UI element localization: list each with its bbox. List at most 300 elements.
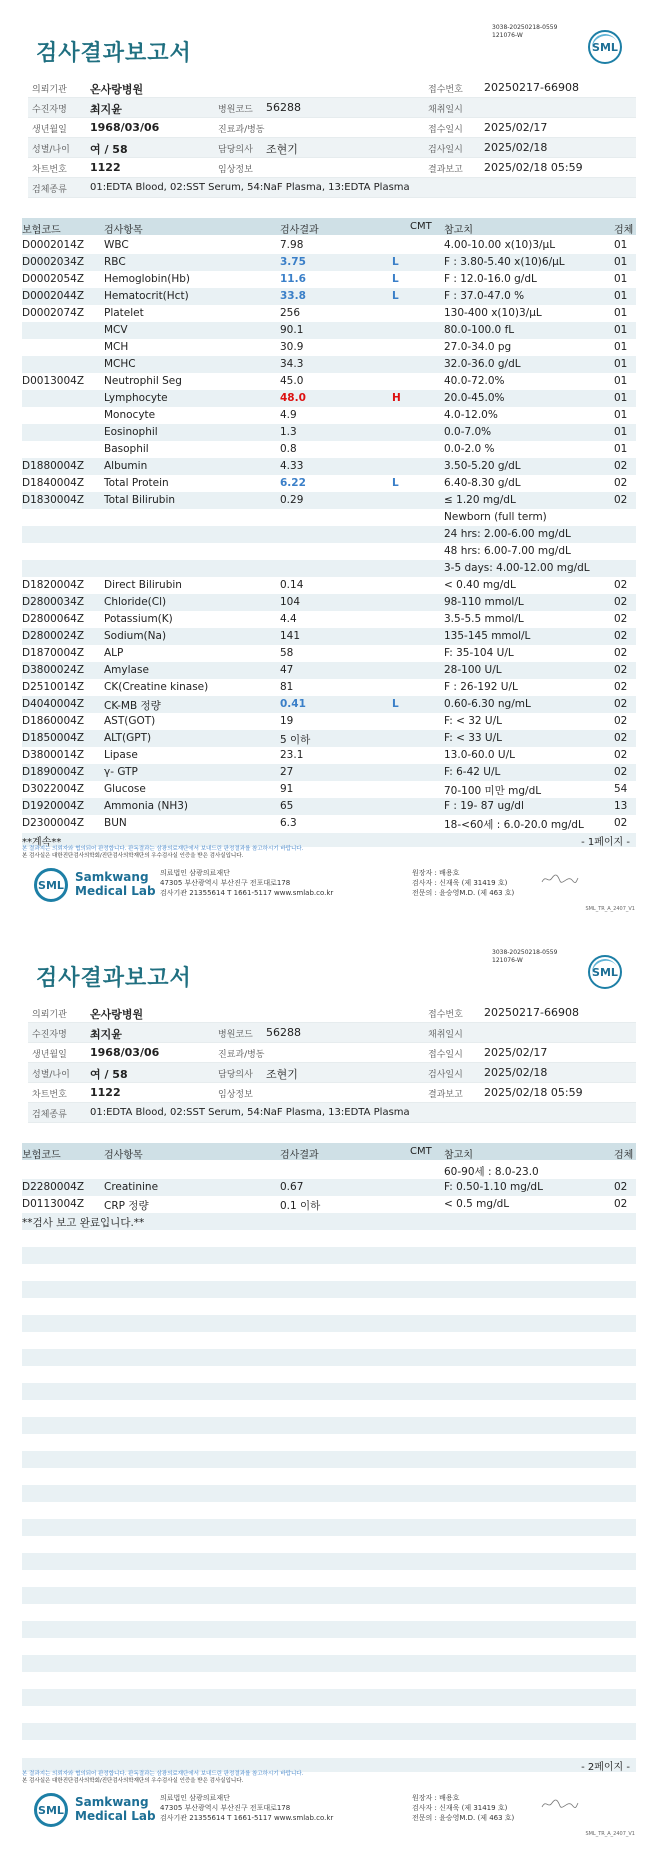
reference-range: F : 26-192 U/L [444,681,518,693]
table-row [22,458,636,475]
document-id [492,24,557,40]
lab-name-line2: Medical Lab [75,1809,156,1823]
test-result: 65 [280,800,294,812]
insurance-code: D2280004Z [22,1181,85,1193]
test-result: 3.75 [280,256,306,268]
test-result: 47 [280,664,294,676]
label-receipt-no: 접수번호 [428,1010,463,1020]
results-table-page2 [22,1162,636,1213]
reference-range: 24 hrs: 2.00-6.00 mg/dL [444,528,571,540]
reference-range: 98-110 mmol/L [444,596,524,608]
test-item: Creatinine [104,1181,159,1193]
document-id-line1: 3038-20250218-0559 [492,949,558,956]
test-result: 30.9 [280,341,304,353]
specimen-code: 54 [614,783,628,795]
insurance-code: D0013004Z [22,375,85,387]
table-row [22,747,636,764]
header-item: 검사항목 [104,225,143,236]
reference-range: 130-400 x(10)3/μL [444,307,542,319]
specimen-code: 02 [614,613,628,625]
table-row [22,730,636,747]
table-row [22,628,636,645]
label-clinical-info: 임상정보 [218,165,253,175]
table-row [22,594,636,611]
patient-info [28,1003,636,1123]
table-row [22,373,636,390]
document-id-line1: 3038-20250218-0559 [492,24,558,31]
test-item: AST(GOT) [104,715,156,727]
test-item: Neutrophil Seg [104,375,182,387]
test-result: 34.3 [280,358,304,370]
test-item: RBC [104,256,126,268]
test-item: CK-MB 정량 [104,700,161,712]
reference-range: < 0.40 mg/dL [444,579,516,591]
form-code: SML_TR_A_2407_V1 [585,906,635,912]
specimen-code: 01 [614,290,628,302]
test-item: Sodium(Na) [104,630,167,642]
label-collect-date: 채취일시 [428,1030,463,1040]
footer-lab-name [75,1795,156,1823]
document-id-line2: 121076-W [492,32,523,39]
insurance-code: D2300004Z [22,817,85,829]
report-footer-2 [0,1787,655,1847]
label-chart-no: 차트번호 [32,1090,67,1100]
test-result: 0.14 [280,579,304,591]
table-row [22,237,636,254]
test-date-value: 2025/02/18 [484,141,548,154]
document-id [492,949,557,965]
hospital-code-value: 56288 [266,1026,301,1039]
test-result: 0.41 [280,698,306,710]
test-item: WBC [104,239,129,251]
footer-address [160,868,333,898]
table-row [22,254,636,271]
table-row [22,1162,636,1179]
reference-range: 3.5-5.5 mmol/L [444,613,524,625]
empty-row [22,1281,636,1298]
label-sex-age: 성별/나이 [32,1070,70,1080]
specimen-code: 01 [614,307,628,319]
insurance-code: D1840004Z [22,477,85,489]
reference-range: F: 6-42 U/L [444,766,501,778]
result-flag: H [392,392,401,404]
footer-logo-text: SML [38,1803,64,1817]
receipt-date-value: 2025/02/17 [484,121,548,134]
continued-bar [22,833,636,847]
footer-lab-name [75,870,156,898]
institution-value: 온사랑병원 [90,83,144,96]
table-row [22,764,636,781]
patient-info [28,78,636,198]
table-row [22,1179,636,1196]
footer-org: 의료법인 삼광의료재단 [160,869,230,877]
patient-name-value: 최지윤 [90,1028,122,1041]
footer-address [160,1793,333,1823]
reference-range: 6.40-8.30 g/dL [444,477,521,489]
hospital-code-value: 56288 [266,101,301,114]
reference-range: 48 hrs: 6.00-7.00 mg/dL [444,545,571,557]
table-row [22,560,636,577]
specimen-code: 02 [614,749,628,761]
report-complete-text: **검사 보고 완료입니다.** [22,1217,145,1229]
label-test-date: 검사일시 [428,145,463,155]
footer-logo-text: SML [38,878,64,892]
empty-row [22,1621,636,1638]
reference-range: 0.0-2.0 % [444,443,495,455]
empty-row [22,1655,636,1672]
note-line-2: 본 검사실은 대한진단검사의학회/진단검사의학재단의 우수검사실 인증을 받은 검사실입니다. [22,853,244,859]
reference-range: 28-100 U/L [444,664,502,676]
specimen-value: 01:EDTA Blood, 02:SST Serum, 54:NaF Plasma, 13:EDTA Plasma [90,1107,410,1118]
test-result: 58 [280,647,294,659]
table-row [22,543,636,560]
footer-specialist: 전문의 : 윤승영M.D. (제 463 호) [412,889,515,897]
label-report-date: 결과보고 [428,165,463,175]
test-item: Basophil [104,443,149,455]
empty-row [22,1383,636,1400]
reference-range: ≤ 1.20 mg/dL [444,494,516,506]
test-item: ALP [104,647,124,659]
test-result: 6.22 [280,477,306,489]
empty-row [22,1247,636,1264]
header-cmt: CMT [410,221,432,232]
empty-row [22,1315,636,1332]
footer-examiner: 검사자 : 신재욱 (제 31419 호) [412,1804,508,1812]
reference-range: 3-5 days: 4.00-12.00 mg/dL [444,562,590,574]
test-item: γ- GTP [104,766,138,778]
table-row [22,611,636,628]
note-line-1: 본 결과지는 의뢰자와 협의되어 판정합니다. 판독결과는 삼광의료재단에서 보내드린 판정결과를 참고하시기 바랍니다. [22,1771,304,1777]
document-id-line2: 121076-W [492,957,523,964]
table-row [22,1196,636,1213]
specimen-code: 01 [614,341,628,353]
test-item: Hematocrit(Hct) [104,290,189,302]
specimen-code: 02 [614,477,628,489]
footer-signatories [412,868,514,898]
empty-row [22,1519,636,1536]
form-code: SML_TR_A_2407_V1 [585,1831,635,1837]
specimen-code: 02 [614,1181,628,1193]
report-page-2 [0,925,655,1850]
reference-range: 80.0-100.0 fL [444,324,515,336]
test-result: 81 [280,681,294,693]
test-result: 0.29 [280,494,304,506]
table-row [22,781,636,798]
doctor-value: 조현기 [266,1068,298,1081]
birth-value: 1968/03/06 [90,121,160,134]
test-result: 33.8 [280,290,306,302]
reference-range: 70-100 미만 mg/dL [444,785,542,797]
reference-range: F: < 32 U/L [444,715,503,727]
test-result: 104 [280,596,301,608]
label-doctor: 담당의사 [218,1070,253,1080]
test-item: Total Bilirubin [104,494,176,506]
header-specimen: 검체 [614,225,634,236]
footer-contact: 검사기관 21355614 T 1661-5117 www.smlab.co.kr [160,889,334,897]
reference-range: 32.0-36.0 g/dL [444,358,521,370]
insurance-code: D1860004Z [22,715,85,727]
test-result: 45.0 [280,375,304,387]
footer-org: 의료법인 삼광의료재단 [160,1794,230,1802]
insurance-code: D1870004Z [22,647,85,659]
insurance-code: D0002044Z [22,290,85,302]
reference-range: F : 12.0-16.0 g/dL [444,273,537,285]
reference-range: 0.60-6.30 ng/mL [444,698,531,710]
report-date-value: 2025/02/18 05:59 [484,1086,583,1099]
insurance-code: D0002054Z [22,273,85,285]
insurance-code: D3022004Z [22,783,85,795]
page-number-bar [22,1758,636,1772]
result-flag: L [392,273,399,285]
label-patient-name: 수진자명 [32,105,67,115]
insurance-code: D3800024Z [22,664,85,676]
label-clinical-info: 임상정보 [218,1090,253,1100]
label-hospital-code: 병원코드 [218,105,253,115]
footer-signatories [412,1793,514,1823]
specimen-code: 02 [614,647,628,659]
table-row [22,492,636,509]
table-row [22,577,636,594]
sex-age-value: 여 / 58 [90,1068,128,1081]
empty-row [22,1553,636,1570]
test-result: 1.3 [280,426,297,438]
institution-value: 온사랑병원 [90,1008,144,1021]
test-item: Total Protein [104,477,169,489]
reference-range: F : 37.0-47.0 % [444,290,525,302]
empty-row [22,1349,636,1366]
footer-sml-logo [34,868,68,902]
continued-text: **계속** [22,837,62,848]
receipt-date-value: 2025/02/17 [484,1046,548,1059]
table-row [22,407,636,424]
footer-sml-logo [34,1793,68,1827]
label-receipt-date: 접수일시 [428,1050,463,1060]
footer-director: 원장자 : 배용호 [412,1794,460,1802]
table-row [22,815,636,832]
test-item: ALT(GPT) [104,732,152,744]
specimen-code: 02 [614,681,628,693]
test-result: 23.1 [280,749,304,761]
report-notes-1 [22,846,303,860]
footer-address-line: 47305 부산광역시 부산진구 전포대로178 [160,1804,291,1812]
specimen-code: 02 [614,579,628,591]
label-dept: 진료과/병동 [218,1050,265,1060]
reference-range: F : 19- 87 ug/dl [444,800,524,812]
insurance-code: D2800064Z [22,613,85,625]
table-row [22,713,636,730]
table-row [22,288,636,305]
table-row [22,322,636,339]
specimen-code: 02 [614,494,628,506]
reference-range: 20.0-45.0% [444,392,505,404]
test-result: 256 [280,307,301,319]
test-item: CRP 정량 [104,1200,149,1212]
page-number-2: - 2페이지 - [581,1762,630,1773]
results-table-header [22,1143,636,1160]
specimen-code: 01 [614,324,628,336]
test-result: 48.0 [280,392,306,404]
report-date-value: 2025/02/18 05:59 [484,161,583,174]
specimen-code: 02 [614,664,628,676]
header-specimen: 검체 [614,1150,634,1161]
table-row [22,441,636,458]
reference-range: 18-<60세 : 6.0-20.0 mg/dL [444,819,584,831]
reference-range: Newborn (full term) [444,511,547,523]
specimen-code: 02 [614,630,628,642]
footer-specialist: 전문의 : 윤승영M.D. (제 463 호) [412,1814,515,1822]
receipt-no-value: 20250217-66908 [484,81,579,94]
table-row [22,305,636,322]
doctor-value: 조현기 [266,143,298,156]
specimen-code: 01 [614,273,628,285]
results-table-page1 [22,237,636,832]
label-institution: 의뢰기관 [32,1010,67,1020]
label-dept: 진료과/병동 [218,125,265,135]
insurance-code: D4040004Z [22,698,85,710]
table-row [22,424,636,441]
specimen-code: 01 [614,256,628,268]
reference-range: F : 3.80-5.40 x(10)6/μL [444,256,565,268]
label-specimen: 검체종류 [32,1110,67,1120]
test-item: Chloride(Cl) [104,596,167,608]
reference-range: 0.0-7.0% [444,426,492,438]
table-row [22,339,636,356]
label-chart-no: 차트번호 [32,165,67,175]
reference-range: 40.0-72.0% [444,375,505,387]
test-result: 6.3 [280,817,297,829]
reference-range: 13.0-60.0 U/L [444,749,515,761]
header-result: 검사결과 [280,1150,319,1161]
insurance-code: D2510014Z [22,681,85,693]
insurance-code: D0113004Z [22,1198,85,1210]
specimen-code: 13 [614,800,628,812]
note-line-2: 본 검사실은 대한진단검사의학회/진단검사의학재단의 우수검사실 인증을 받은 검사실입니다. [22,1778,244,1784]
chart-no-value: 1122 [90,161,121,174]
label-birth: 생년월일 [32,1050,67,1060]
test-item: MCH [104,341,129,353]
footer-address-line: 47305 부산광역시 부산진구 전포대로178 [160,879,291,887]
reference-range: F: < 33 U/L [444,732,503,744]
header-code: 보험코드 [22,225,61,236]
table-row [22,662,636,679]
specimen-code: 01 [614,239,628,251]
report-notes-2 [22,1771,303,1785]
table-row [22,475,636,492]
specimen-code: 01 [614,443,628,455]
empty-row [22,1417,636,1434]
label-patient-name: 수진자명 [32,1030,67,1040]
sml-logo-text: SML [592,40,618,54]
label-doctor: 담당의사 [218,145,253,155]
label-receipt-no: 접수번호 [428,85,463,95]
test-item: Amylase [104,664,149,676]
lab-name-line2: Medical Lab [75,884,156,898]
test-date-value: 2025/02/18 [484,1066,548,1079]
reference-range: 4.00-10.00 x(10)3/μL [444,239,556,251]
specimen-code: 01 [614,426,628,438]
test-result: 0.1 이하 [280,1200,321,1212]
reference-range: 3.50-5.20 g/dL [444,460,521,472]
label-hospital-code: 병원코드 [218,1030,253,1040]
test-result: 19 [280,715,294,727]
report-footer-1 [0,862,655,922]
patient-name-value: 최지윤 [90,103,122,116]
report-complete-row [22,1213,636,1230]
header-item: 검사항목 [104,1150,143,1161]
insurance-code: D1920004Z [22,800,85,812]
sml-logo [588,30,622,64]
empty-row [22,1451,636,1468]
specimen-code: 02 [614,460,628,472]
sml-logo [588,955,622,989]
label-collect-date: 채취일시 [428,105,463,115]
empty-row [22,1485,636,1502]
note-line-1: 본 결과지는 의뢰자와 협의되어 판정합니다. 판독결과는 삼광의료재단에서 보내드린 판정결과를 참고하시기 바랍니다. [22,846,304,852]
specimen-code: 02 [614,698,628,710]
specimen-code: 02 [614,1198,628,1210]
test-item: Glucose [104,783,146,795]
test-result: 7.98 [280,239,304,251]
reference-range: 4.0-12.0% [444,409,498,421]
reference-range: F: 35-104 U/L [444,647,514,659]
insurance-code: D1890004Z [22,766,85,778]
table-row [22,271,636,288]
test-item: CK(Creatine kinase) [104,681,209,693]
test-result: 141 [280,630,301,642]
specimen-value: 01:EDTA Blood, 02:SST Serum, 54:NaF Plasma, 13:EDTA Plasma [90,182,410,193]
specimen-code: 02 [614,715,628,727]
table-row [22,696,636,713]
sex-age-value: 여 / 58 [90,143,128,156]
empty-row [22,1689,636,1706]
specimen-code: 01 [614,392,628,404]
empty-row [22,1723,636,1740]
test-item: Direct Bilirubin [104,579,182,591]
header-reference: 참고치 [444,1150,473,1161]
insurance-code: D2800034Z [22,596,85,608]
insurance-code: D0002034Z [22,256,85,268]
test-result: 0.67 [280,1181,304,1193]
footer-contact: 검사기관 21355614 T 1661-5117 www.smlab.co.kr [160,1814,334,1822]
test-item: Albumin [104,460,148,472]
results-table-header [22,218,636,235]
table-row [22,509,636,526]
label-report-date: 결과보고 [428,1090,463,1100]
test-item: Ammonia (NH3) [104,800,189,812]
insurance-code: D1880004Z [22,460,85,472]
specimen-code: 02 [614,732,628,744]
test-item: Hemoglobin(Hb) [104,273,191,285]
reference-range: 135-145 mmol/L [444,630,531,642]
reference-range: 60-90세 : 8.0-23.0 [444,1166,539,1178]
birth-value: 1968/03/06 [90,1046,160,1059]
test-result: 27 [280,766,294,778]
test-result: 11.6 [280,273,306,285]
insurance-code: D1830004Z [22,494,85,506]
label-specimen: 검체종류 [32,185,67,195]
result-flag: L [392,477,399,489]
test-item: MCHC [104,358,136,370]
table-row [22,390,636,407]
lab-name-line1: Samkwang [75,1795,149,1809]
sml-logo-text: SML [592,965,618,979]
handwritten-signature [540,1797,580,1811]
lab-name-line1: Samkwang [75,870,149,884]
header-cmt: CMT [410,1146,432,1157]
page-title: 검사결과보고서 [36,966,192,991]
reference-range: 27.0-34.0 pg [444,341,512,353]
result-flag: L [392,290,399,302]
